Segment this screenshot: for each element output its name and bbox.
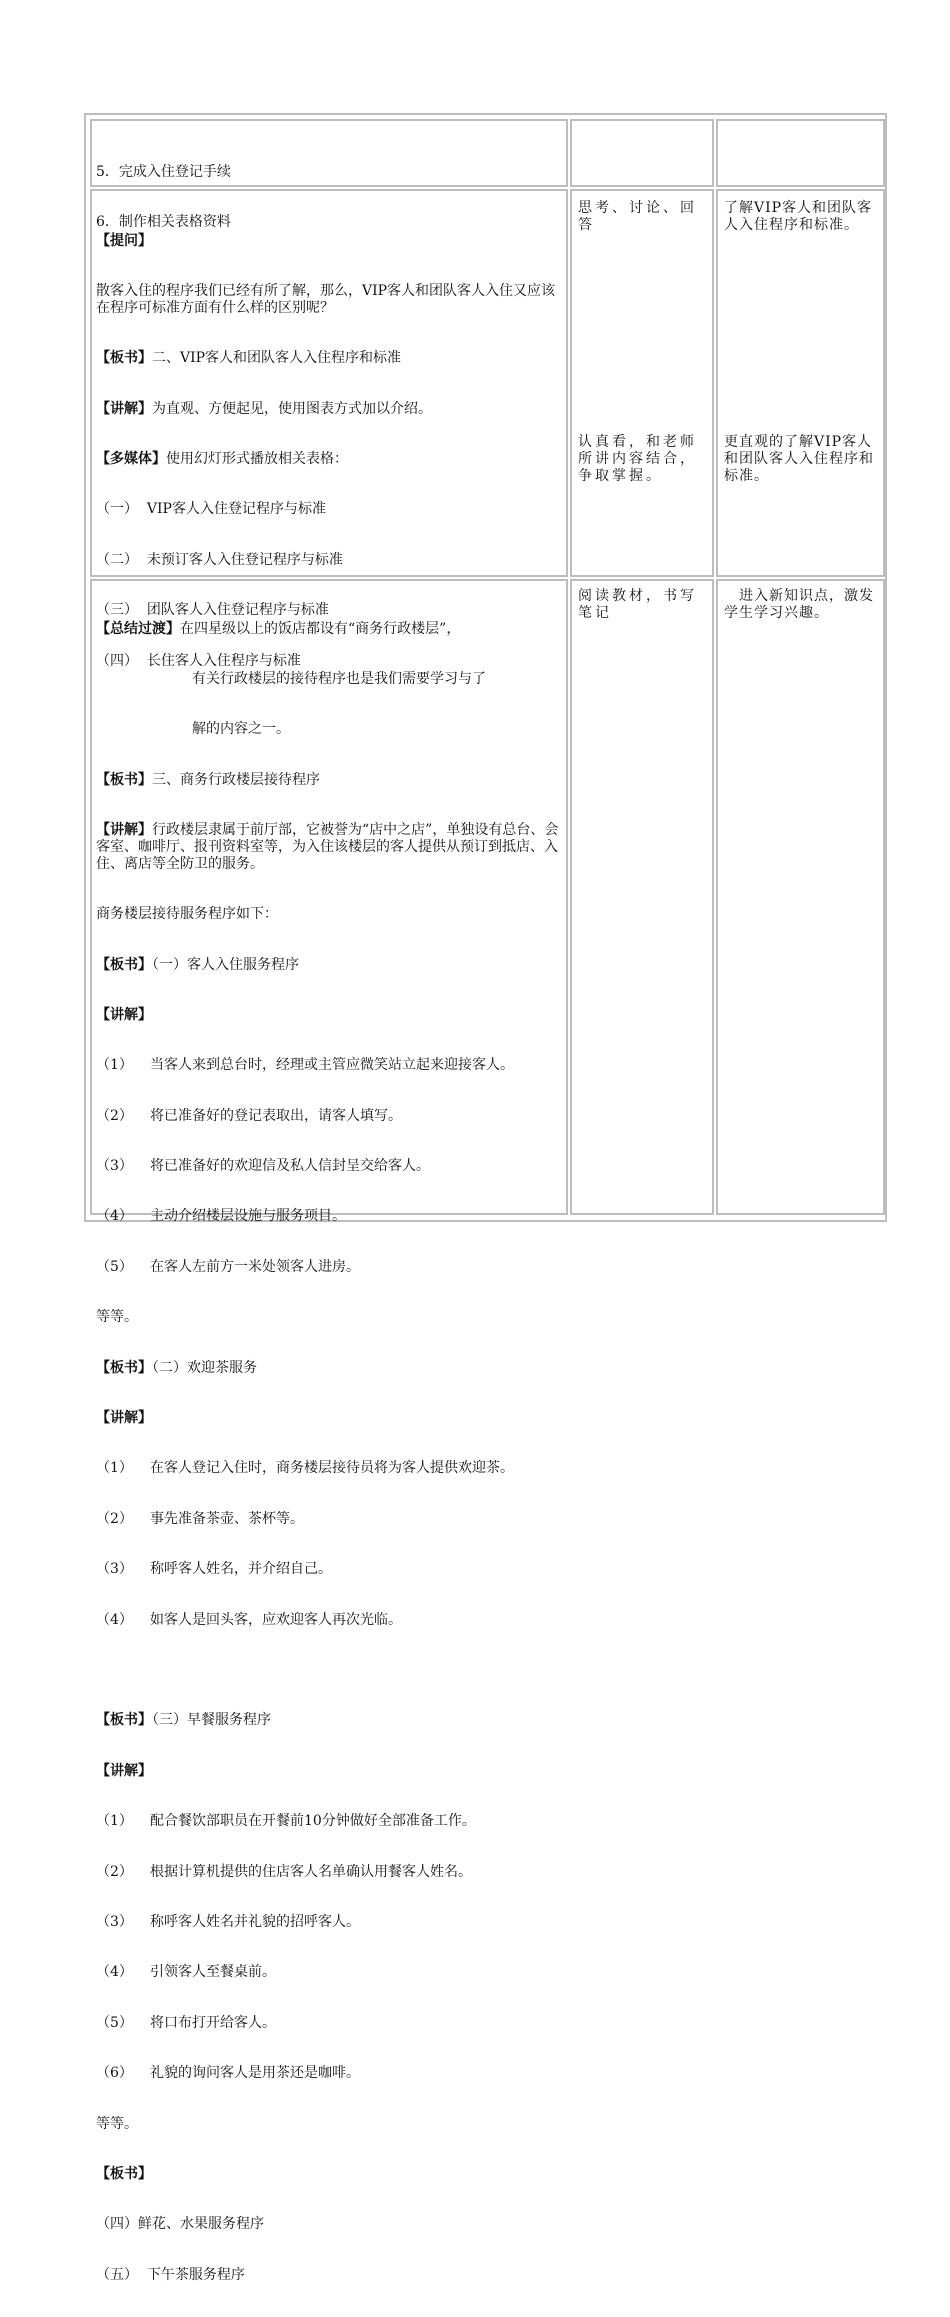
row1-purpose-cell xyxy=(716,119,885,187)
lecture-tag: 【讲解】 xyxy=(96,1762,152,1779)
blank-line xyxy=(96,1662,562,1679)
lecture-tag: 【讲解】 xyxy=(96,1410,152,1427)
student-activity-text: 阅读教材，书写笔记 xyxy=(578,588,697,621)
board-tag: 【板书】 xyxy=(96,350,152,367)
question-text: 散客入住的程序我们已经有所了解，那么，VIP客人和团队客人入住又应该在程序可标准方面有什么样的区别呢？ xyxy=(96,282,556,316)
list-item: （1） 在客人登记入住时，商务楼层接待员将为客人提供欢迎茶。 xyxy=(96,1460,514,1477)
list-item: （5） 将口布打开给客人。 xyxy=(96,2014,276,2031)
etc-text: 等等。 xyxy=(96,1309,138,1326)
list-item: （3） 称呼客人姓名，并介绍自己。 xyxy=(96,1561,332,1578)
row2-student-cell xyxy=(570,189,714,577)
row1-student-cell xyxy=(570,119,714,187)
summary-tag: 【总结过渡】 xyxy=(96,620,180,637)
list-item: （四） 长住客人入住程序与标准 xyxy=(96,652,301,669)
board-text: （二）欢迎茶服务 xyxy=(152,1359,257,1376)
board-tag: 【板书】 xyxy=(96,1359,152,1376)
row3-purpose-cell xyxy=(716,579,885,1215)
list-item: （4） 主动介绍楼层设施与服务项目。 xyxy=(96,1208,346,1225)
board-text: （四）鲜花、水果服务程序 xyxy=(96,2216,264,2233)
board-tag: 【板书】 xyxy=(96,2165,152,2182)
list-item: （5） 在客人左前方一米处领客人进房。 xyxy=(96,1258,360,1275)
board-text: 二、VIP客人和团队客人入住程序和标准 xyxy=(152,350,402,367)
list-item: （一） VIP客人入住登记程序与标准 xyxy=(96,501,326,518)
list-item: （3） 称呼客人姓名并礼貌的招呼客人。 xyxy=(96,1913,360,1930)
list-item: （2） 将已准备好的登记表取出，请客人填写。 xyxy=(96,1107,402,1124)
list-item: （3） 将已准备好的欢迎信及私人信封呈交给客人。 xyxy=(96,1158,430,1175)
board-text: 三、商务行政楼层接待程序 xyxy=(152,771,320,788)
design-purpose-text: 更直观的了解VIP客人和团队客人入住程序和标准。 xyxy=(724,434,874,484)
lecture-tag: 【讲解】 xyxy=(96,400,152,417)
list-item: （4） 引领客人至餐桌前。 xyxy=(96,1964,276,1981)
board-tag: 【板书】 xyxy=(96,771,152,788)
list-item: （1） 配合餐饮部职员在开餐前10分钟做好全部准备工作。 xyxy=(96,1813,476,1830)
media-text: 使用幻灯形式播放相关表格： xyxy=(166,450,348,467)
etc-text: 等等。 xyxy=(96,2115,138,2132)
row2-purpose-cell xyxy=(716,189,885,577)
list-item: （6） 礼貌的询问客人是用茶还是咖啡。 xyxy=(96,2065,360,2082)
board-text: （三）早餐服务程序 xyxy=(152,1712,271,1729)
board-tag: 【板书】 xyxy=(96,956,152,973)
design-purpose-text: 进入新知识点，激发学生学习兴趣。 xyxy=(724,588,874,621)
step-6-text: 6．制作相关表格资料 xyxy=(96,213,231,230)
board-text: （一）客人入住服务程序 xyxy=(152,956,299,973)
board-text: （五） 下午茶服务程序 xyxy=(96,2266,245,2283)
board-tag: 【板书】 xyxy=(96,1712,152,1729)
row3-content-text xyxy=(96,587,562,2317)
row3-content-cell xyxy=(90,579,568,2283)
list-item: （2） 根据计算机提供的住店客人名单确认用餐客人姓名。 xyxy=(96,1863,472,1880)
lecture-text: 为直观、方便起见，使用图表方式加以介绍。 xyxy=(152,400,432,417)
summary-text: 在四星级以上的饭店都设有“商务行政楼层”， xyxy=(180,620,461,637)
design-purpose-text: 了解VIP客人和团队客人入住程序和标准。 xyxy=(724,200,873,233)
list-item: （二） 未预订客人入住登记程序与标准 xyxy=(96,551,343,568)
row1-content-cell xyxy=(90,119,568,230)
lecture-text: 行政楼层隶属于前厅部，它被誉为“店中之店”，单独设有总台、会客室、咖啡厅、报刊资料室等，为入住该楼层的客人提供从预订到抵店、入住、离店等全防卫的服务。 xyxy=(96,822,559,872)
intro-text: 商务楼层接待服务程序如下： xyxy=(96,906,278,923)
student-activity-text: 思考、讨论、回答 xyxy=(578,200,697,233)
question-tag: 【提问】 xyxy=(96,232,152,249)
summary-text: 有关行政楼层的接待程序也是我们需要学习与了 xyxy=(192,670,486,687)
media-tag: 【多媒体】 xyxy=(96,450,166,467)
summary-text: 解的内容之一。 xyxy=(192,721,290,738)
list-item: （1） 当客人来到总台时，经理或主管应微笑站立起来迎接客人。 xyxy=(96,1057,514,1074)
list-item: （2） 事先准备茶壶、茶杯等。 xyxy=(96,1510,304,1527)
lecture-tag: 【讲解】 xyxy=(96,1006,152,1023)
list-item: （三） 团队客人入住登记程序与标准 xyxy=(96,602,329,619)
lecture-tag: 【讲解】 xyxy=(96,822,152,839)
row3-student-cell xyxy=(570,579,714,1215)
step-5-text: 5．完成入住登记手续 xyxy=(96,163,231,180)
lesson-table xyxy=(84,113,887,2283)
student-activity-text: 认真看，和老师所讲内容结合，争取掌握。 xyxy=(578,434,697,484)
list-item: （4） 如客人是回头客，应欢迎客人再次光临。 xyxy=(96,1611,402,1628)
